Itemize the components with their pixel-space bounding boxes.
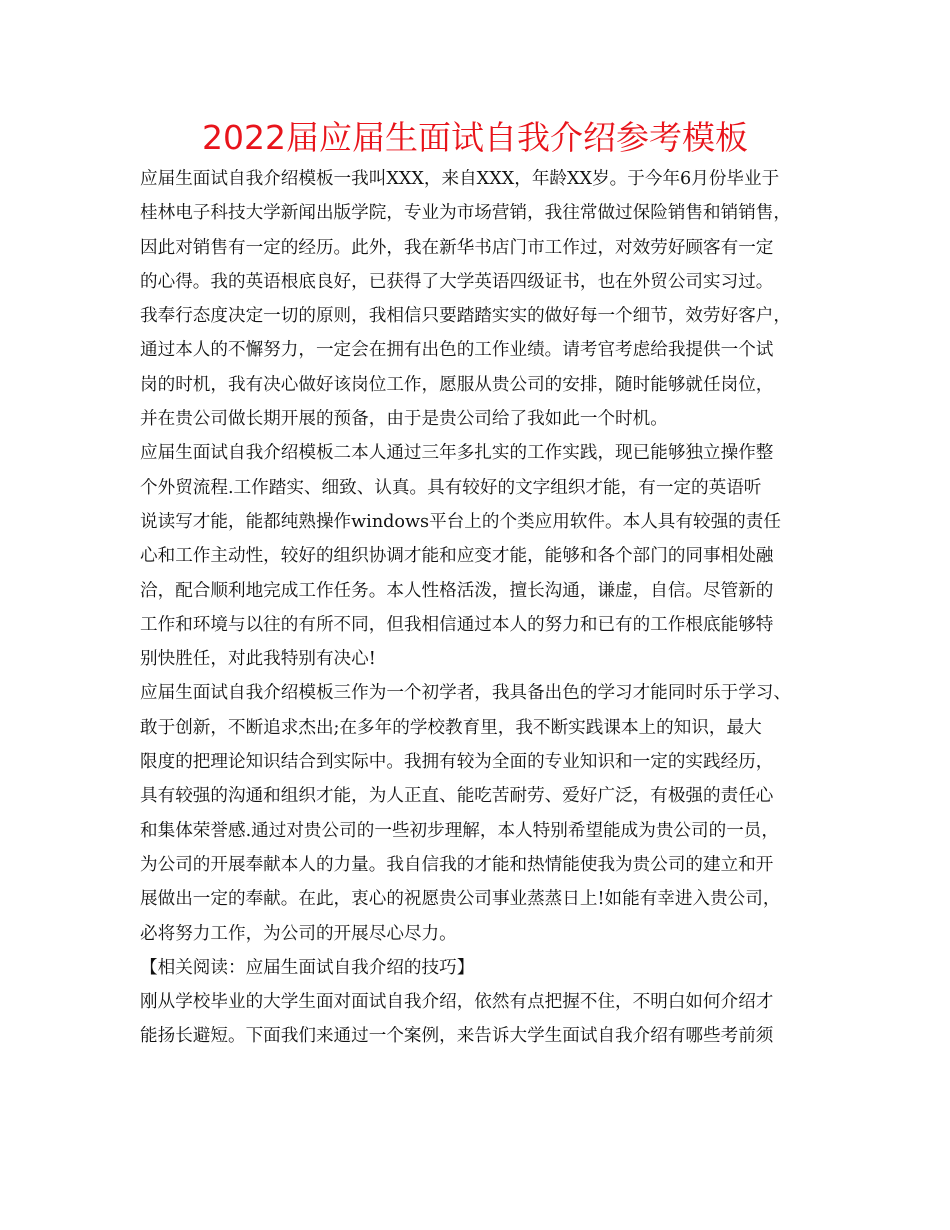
text-line: 岗的时机，我有决心做好该岗位工作，愿服从贵公司的安排，随时能够就任岗位， xyxy=(140,374,774,395)
text-line: 个外贸流程.工作踏实、细致、认真。具有较好的文字组织才能，有一定的英语听 xyxy=(140,477,762,498)
text-line: 并在贵公司做长期开展的预备，由于是贵公司给了我如此一个时机。 xyxy=(140,409,668,430)
text-line: 应届生面试自我介绍模板二本人通过三年多扎实的工作实践，现已能够独立操作整 xyxy=(140,443,774,464)
text-line: 能扬长避短。下面我们来通过一个案例，来告诉大学生面试自我介绍有哪些考前须 xyxy=(140,1026,774,1047)
text-line: 通过本人的不懈努力，一定会在拥有出色的工作业绩。请考官考虑给我提供一个试 xyxy=(140,340,774,361)
text-line: 刚从学校毕业的大学生面对面试自我介绍，依然有点把握不住，不明白如何介绍才 xyxy=(140,992,774,1013)
text-line: 别快胜任，对此我特别有决心! xyxy=(140,649,376,670)
text-line: 具有较强的沟通和组织才能，为人正直、能吃苦耐劳、爱好广泛，有极强的责任心 xyxy=(140,786,774,807)
text-line: 洽，配合顺利地完成工作任务。本人性格活泼，擅长沟通，谦虚，自信。尽管新的 xyxy=(140,580,774,601)
related-reading-heading: 【相关阅读：应届生面试自我介绍的技巧】 xyxy=(140,957,475,978)
text-line: 的心得。我的英语根底良好，已获得了大学英语四级证书，也在外贸公司实习过。 xyxy=(140,271,774,292)
text-line: 因此对销售有一定的经历。此外，我在新华书店门市工作过，对效劳好顾客有一定 xyxy=(140,237,774,258)
text-line: 应届生面试自我介绍模板一我叫XXX，来自XXX，年龄XX岁。于今年6月份毕业于 xyxy=(140,169,780,189)
text-line: 我奉行态度决定一切的原则，我相信只要踏踏实实的做好每一个细节，效劳好客户， xyxy=(140,306,791,327)
document-title: 2022届应届生面试自我介绍参考模板 xyxy=(202,118,748,157)
text-line: 必将努力工作，为公司的开展尽心尽力。 xyxy=(140,923,457,944)
text-line: 说读写才能，能都纯熟操作windows平台上的个类应用软件。本人具有较强的责任 xyxy=(140,511,781,532)
text-line: 限度的把理论知识结合到实际中。我拥有较为全面的专业知识和一定的实践经历， xyxy=(140,752,774,773)
text-line: 为公司的开展奉献本人的力量。我自信我的才能和热情能使我为贵公司的建立和开 xyxy=(140,854,774,875)
text-line: 桂林电子科技大学新闻出版学院，专业为市场营销，我往常做过保险销售和销销售， xyxy=(140,203,791,224)
text-line: 应届生面试自我介绍模板三作为一个初学者，我具备出色的学习才能同时乐于学习、 xyxy=(140,683,791,704)
text-line: 心和工作主动性，较好的组织协调才能和应变才能，能够和各个部门的同事相处融 xyxy=(140,546,774,567)
text-line: 敢于创新，不断追求杰出;在多年的学校教育里，我不断实践课本上的知识，最大 xyxy=(140,717,762,738)
text-line: 展做出一定的奉献。在此，衷心的祝愿贵公司事业蒸蒸日上!如能有幸进入贵公司， xyxy=(140,889,781,910)
document-body xyxy=(140,162,830,1054)
text-line: 和集体荣誉感.通过对贵公司的一些初步理解，本人特别希望能成为贵公司的一员， xyxy=(140,820,779,841)
text-line: 工作和环境与以往的有所不同，但我相信通过本人的努力和已有的工作根底能够特 xyxy=(140,614,774,635)
